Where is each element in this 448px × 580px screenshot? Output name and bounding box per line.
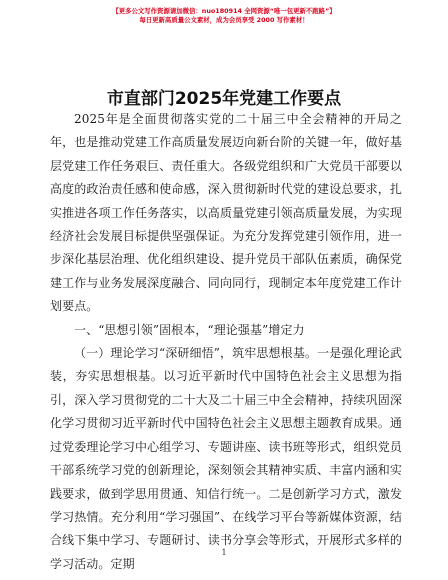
- promo-banner-line-1: 【更多公文写作资源请加微信：nuo180914 全网资源“唯一包更新不跑路”】: [112, 7, 336, 15]
- promo-banner-line-2: 每日更新高质量公文素材，成为会员享受 2000 写作素材！: [139, 16, 309, 24]
- promo-banner: [0, 7, 448, 25]
- section-heading-1: 一、“思想引领”固根本，“理论强基”增定力: [74, 322, 305, 337]
- document-body: [50, 108, 402, 576]
- page-number: 1: [221, 548, 227, 557]
- document-title: 市直部门2025年党建工作要点: [106, 89, 342, 109]
- subsection-paragraph-1: （一）理论学习“深研细悟”，筑牢思想根基。一是强化理论武装，夯实思想根基。以习近平新时代中国特色社会主义思想为指引，深入学习贯彻党的二十大及二十届三中全会精神，持续巩固深化学习贯彻习近平新时代中国特色社会主义思想主题教育成果。通过党委理论学习中心组学习、专题讲座、读书班等形式，组织党员干部系统学习党的创新理论，深刻领会其精神实质、丰富内涵和实践要求，做到学思用贯通、知信行统一。二是创新学习方式，激发学习热情。充分利用“学习强国”、在线学习平台等新媒体资源，结合线下集中学习、专题研讨、读书分享会等形式，开展形式多样的学习活动。定期: [50, 346, 402, 571]
- intro-paragraph: 2025年是全面贯彻落实党的二十届三中全会精神的开局之年，也是推动党建工作高质量发展迈向新台阶的关键一年，做好基层党建工作任务艰巨、责任重大。各级党组织和广大党员干部要以高度的政治责任感和使命感，深入贯彻新时代党的建设总要求，扎实推进各项工作任务落实，以高质量党建引领高质量发展，为实现经济社会发展目标提供坚强保证。为充分发挥党建引领作用，进一步深化基层治理、优化组织建设、提升党员干部队伍素质，确保党建工作与业务发展深度融合、同向同行，现制定本年度党建工作计划要点。: [50, 112, 402, 314]
